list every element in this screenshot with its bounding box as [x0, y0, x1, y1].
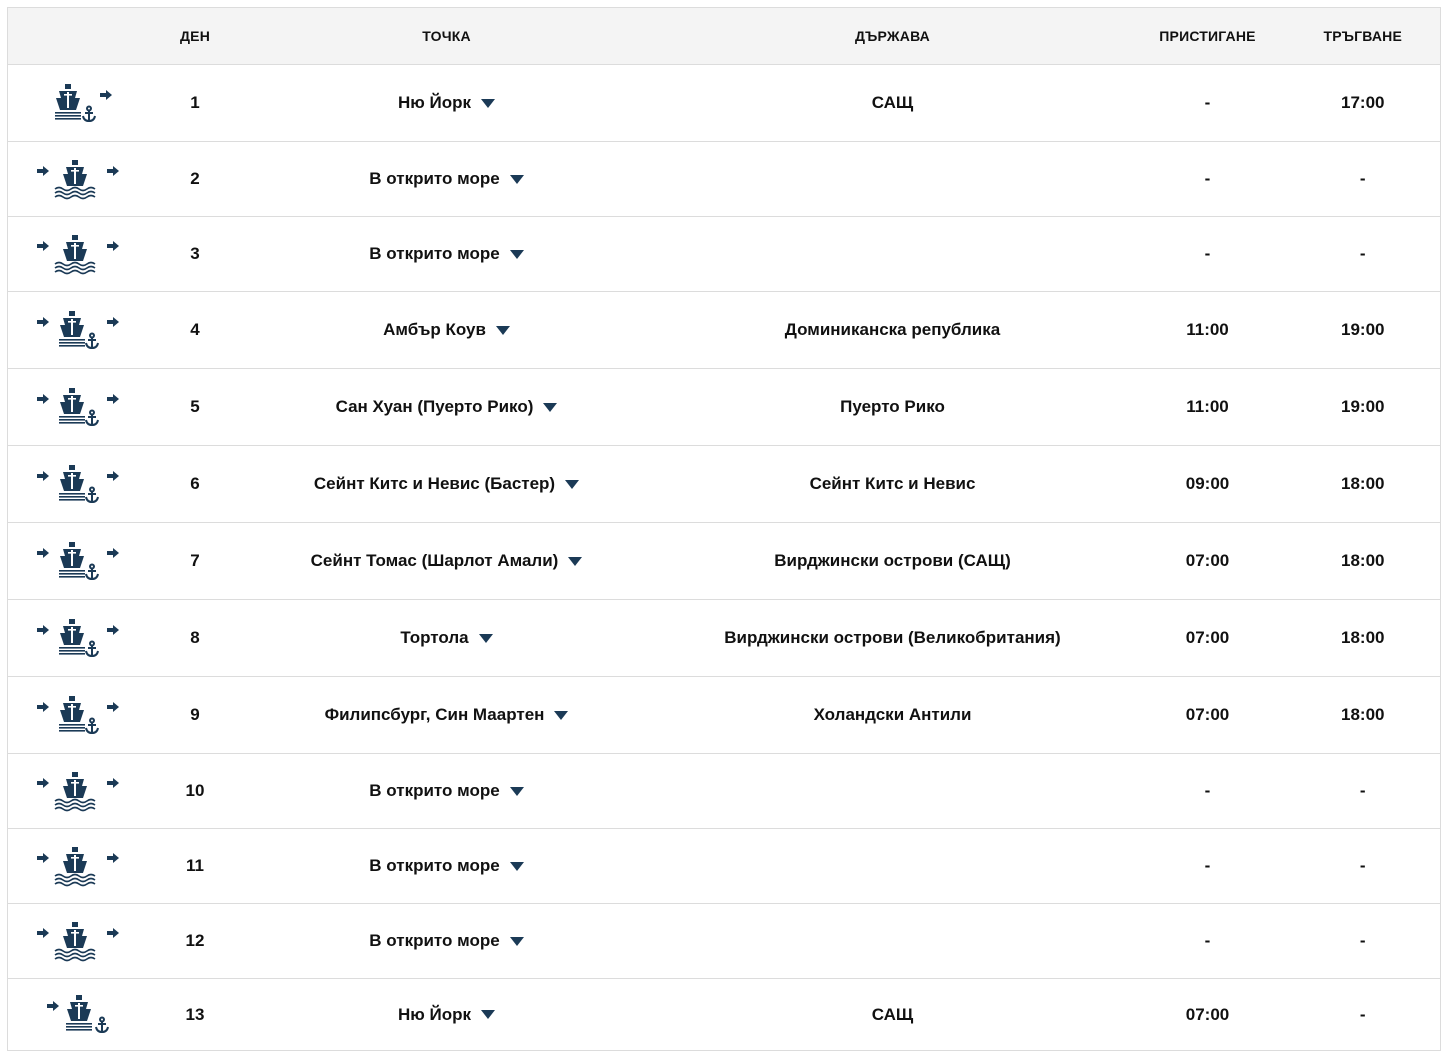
row-icon-cell	[8, 979, 153, 1051]
port-name: Сейнт Томас (Шарлот Амали)	[310, 551, 559, 570]
row-country: САЩ	[656, 979, 1130, 1051]
itinerary-rows	[8, 65, 1441, 1051]
row-point-cell	[238, 600, 656, 677]
row-country	[656, 829, 1130, 904]
port-dropdown[interactable]	[336, 397, 558, 417]
port-dropdown[interactable]	[314, 474, 579, 494]
row-day: 7	[153, 523, 238, 600]
table-row	[8, 292, 1441, 369]
port-name: В открито море	[369, 781, 500, 800]
port-name: Сан Хуан (Пуерто Рико)	[335, 397, 534, 416]
ship-at-sea-icon	[35, 841, 125, 887]
row-icon-cell	[8, 65, 153, 142]
row-arrival: 11:00	[1130, 369, 1286, 446]
row-country: Вирджински острови (Великобритания)	[656, 600, 1130, 677]
row-icon-cell	[8, 829, 153, 904]
port-name: В открито море	[369, 169, 500, 188]
row-point-cell	[238, 979, 656, 1051]
ship-at-sea-icon	[35, 766, 125, 812]
caret-down-icon[interactable]	[510, 250, 524, 259]
port-dropdown[interactable]	[369, 931, 523, 951]
row-departure: 18:00	[1286, 523, 1441, 600]
port-name: Ню Йорк	[397, 1004, 471, 1024]
row-icon-cell	[8, 904, 153, 979]
header-day: ДЕН	[153, 8, 238, 65]
port-dropdown[interactable]	[369, 781, 523, 801]
row-country	[656, 142, 1130, 217]
ship-anchor-port-icon	[35, 305, 125, 351]
row-point-cell	[238, 217, 656, 292]
table-row	[8, 446, 1441, 523]
row-country: САЩ	[656, 65, 1130, 142]
port-dropdown[interactable]	[369, 244, 523, 264]
row-day: 4	[153, 292, 238, 369]
port-name: Ню Йорк	[397, 93, 471, 112]
row-icon-cell	[8, 217, 153, 292]
row-point-cell	[238, 292, 656, 369]
table-row	[8, 904, 1441, 979]
row-departure: -	[1286, 829, 1441, 904]
row-arrival: 07:00	[1130, 523, 1286, 600]
row-departure: -	[1286, 754, 1441, 829]
port-dropdown[interactable]	[325, 705, 569, 725]
caret-down-icon[interactable]	[510, 787, 524, 796]
row-departure: 18:00	[1286, 600, 1441, 677]
row-day: 9	[153, 677, 238, 754]
ship-anchor-port-icon	[35, 613, 125, 659]
row-departure: -	[1286, 904, 1441, 979]
row-arrival: -	[1130, 142, 1286, 217]
row-arrival: -	[1130, 829, 1286, 904]
row-arrival: -	[1130, 904, 1286, 979]
row-departure: 18:00	[1286, 677, 1441, 754]
row-day: 12	[153, 904, 238, 979]
ship-at-sea-icon	[35, 229, 125, 275]
ship-anchor-port-icon	[35, 459, 125, 505]
row-point-cell	[238, 65, 656, 142]
row-day: 6	[153, 446, 238, 523]
row-icon-cell	[8, 292, 153, 369]
port-name: В открито море	[369, 244, 500, 263]
port-dropdown[interactable]	[398, 1005, 495, 1025]
row-point-cell	[238, 677, 656, 754]
caret-down-icon[interactable]	[565, 480, 579, 489]
row-departure: 19:00	[1286, 369, 1441, 446]
ship-anchor-port-icon	[35, 690, 125, 736]
header-icon	[8, 8, 153, 65]
caret-down-icon[interactable]	[510, 862, 524, 871]
row-country	[656, 217, 1130, 292]
row-country	[656, 754, 1130, 829]
row-point-cell	[238, 142, 656, 217]
port-dropdown[interactable]	[400, 628, 492, 648]
header-departure: ТРЪГВАНЕ	[1286, 8, 1441, 65]
caret-down-icon[interactable]	[510, 937, 524, 946]
header-arrival: ПРИСТИГАНЕ	[1130, 8, 1286, 65]
table-row	[8, 677, 1441, 754]
port-name: Тортола	[400, 628, 469, 647]
port-name: Амбър Коув	[383, 320, 486, 339]
caret-down-icon[interactable]	[496, 326, 510, 335]
row-arrival: 07:00	[1130, 600, 1286, 677]
row-point-cell	[238, 446, 656, 523]
row-day: 2	[153, 142, 238, 217]
header-country: ДЪРЖАВА	[656, 8, 1130, 65]
row-icon-cell	[8, 600, 153, 677]
table-row	[8, 142, 1441, 217]
port-dropdown[interactable]	[398, 93, 495, 113]
row-arrival: 11:00	[1130, 292, 1286, 369]
row-departure: 17:00	[1286, 65, 1441, 142]
row-day: 3	[153, 217, 238, 292]
row-point-cell	[238, 829, 656, 904]
ship-anchor-port-icon	[35, 536, 125, 582]
itinerary-table	[7, 7, 1441, 1051]
port-dropdown[interactable]	[383, 320, 510, 340]
row-arrival: 07:00	[1130, 979, 1286, 1051]
row-day: 5	[153, 369, 238, 446]
row-day: 10	[153, 754, 238, 829]
row-day: 11	[153, 829, 238, 904]
row-icon-cell	[8, 369, 153, 446]
table-row	[8, 754, 1441, 829]
caret-down-icon[interactable]	[481, 99, 495, 108]
row-departure: -	[1286, 979, 1441, 1051]
ship-anchor-departure-icon	[44, 78, 116, 124]
caret-down-icon[interactable]	[543, 403, 557, 412]
row-point-cell	[238, 904, 656, 979]
row-arrival: -	[1130, 754, 1286, 829]
row-day: 8	[153, 600, 238, 677]
table-row	[8, 65, 1441, 142]
port-name: Сейнт Китс и Невис (Бастер)	[313, 474, 556, 493]
table-row	[8, 600, 1441, 677]
row-country: Вирджински острови (САЩ)	[656, 523, 1130, 600]
port-name: В открито море	[369, 856, 500, 875]
port-dropdown[interactable]	[369, 169, 523, 189]
caret-down-icon[interactable]	[481, 1010, 495, 1019]
row-icon-cell	[8, 142, 153, 217]
table-row	[8, 829, 1441, 904]
row-icon-cell	[8, 754, 153, 829]
ship-anchor-port-icon	[35, 382, 125, 428]
table-row	[8, 523, 1441, 600]
table-row	[8, 979, 1441, 1051]
port-name: В открито море	[369, 931, 500, 950]
row-point-cell	[238, 754, 656, 829]
row-icon-cell	[8, 446, 153, 523]
row-icon-cell	[8, 677, 153, 754]
row-departure: -	[1286, 142, 1441, 217]
port-name: Филипсбург, Син Маартен	[324, 705, 545, 724]
row-departure: 19:00	[1286, 292, 1441, 369]
table-row	[8, 369, 1441, 446]
row-country: Холандски Антили	[656, 677, 1130, 754]
header-point: ТОЧКА	[238, 8, 656, 65]
itinerary-table-wrapper	[7, 7, 1440, 1051]
port-dropdown[interactable]	[311, 551, 583, 571]
ship-at-sea-icon	[35, 154, 125, 200]
row-icon-cell	[8, 523, 153, 600]
ship-at-sea-icon	[35, 916, 125, 962]
caret-down-icon[interactable]	[479, 634, 493, 643]
port-dropdown[interactable]	[369, 856, 523, 876]
table-header-row	[8, 8, 1441, 65]
row-arrival: 09:00	[1130, 446, 1286, 523]
row-country: Пуерто Рико	[656, 369, 1130, 446]
caret-down-icon[interactable]	[510, 175, 524, 184]
row-country: Сейнт Китс и Невис	[656, 446, 1130, 523]
row-arrival: -	[1130, 65, 1286, 142]
row-arrival: -	[1130, 217, 1286, 292]
row-day: 13	[153, 979, 238, 1051]
row-arrival: 07:00	[1130, 677, 1286, 754]
row-country	[656, 904, 1130, 979]
caret-down-icon[interactable]	[554, 711, 568, 720]
caret-down-icon[interactable]	[568, 557, 582, 566]
table-row	[8, 217, 1441, 292]
row-day: 1	[153, 65, 238, 142]
row-departure: -	[1286, 217, 1441, 292]
row-point-cell	[238, 369, 656, 446]
row-point-cell	[238, 523, 656, 600]
row-departure: 18:00	[1286, 446, 1441, 523]
row-country: Доминиканска република	[656, 292, 1130, 369]
ship-anchor-arrival-icon	[45, 989, 115, 1035]
